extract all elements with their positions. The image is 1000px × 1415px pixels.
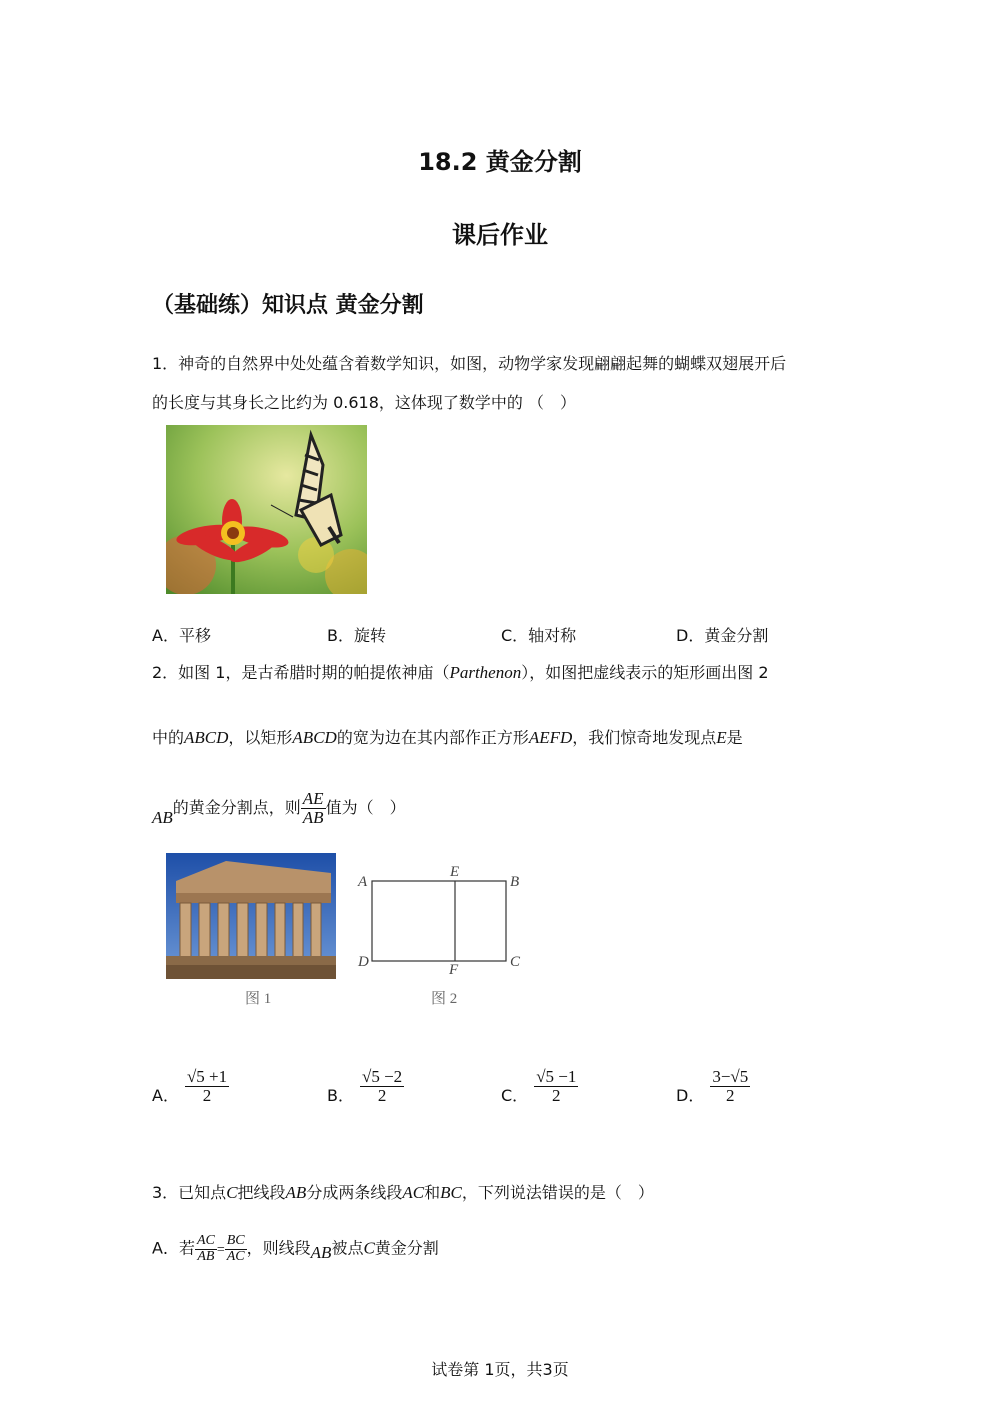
option-fraction <box>360 1068 404 1105</box>
q2-text: 的宽为边在其内部作正方形 <box>336 728 529 747</box>
point-d-label: D <box>358 954 369 970</box>
point-b-label: B <box>510 874 520 890</box>
q2-line1 <box>152 660 769 683</box>
q3-math: AB <box>285 1183 307 1202</box>
q3-text: ，则线段 <box>246 1238 311 1258</box>
q3-math: C <box>226 1183 238 1202</box>
fraction-denominator: 2 <box>726 1085 735 1105</box>
q3-text: 3．已知点 <box>152 1183 227 1202</box>
q3-math: BC <box>440 1183 462 1202</box>
fraction-numerator: √5 −2 <box>361 1067 403 1086</box>
fraction <box>195 1234 217 1264</box>
fraction-numerator: BC <box>226 1233 245 1248</box>
q3-stem <box>152 1180 654 1203</box>
q2-option-d[interactable] <box>676 1067 750 1115</box>
q3-text: A．若 <box>152 1238 195 1258</box>
q1-option-d[interactable]: D．黄金分割 <box>676 626 769 645</box>
q1-option-b[interactable]: B．旋转 <box>327 626 386 645</box>
q2-math: AB <box>152 807 173 827</box>
q3-text: ，下列说法错误的是（ ） <box>461 1183 654 1202</box>
fraction-denominator: AC <box>226 1248 245 1264</box>
q3-math: AC <box>402 1183 425 1202</box>
q2-text: 2．如图 1，是古希腊时期的帕提侬神庙（ <box>152 663 450 682</box>
fraction-numerator: √5 −1 <box>536 1067 577 1086</box>
q3-text: 和 <box>424 1183 441 1202</box>
fraction-denominator: AB <box>197 1248 215 1264</box>
fraction-denominator: 2 <box>377 1085 387 1105</box>
q2-option-b[interactable] <box>327 1067 404 1115</box>
figure-1-caption: 图 1 <box>245 991 272 1007</box>
q2-line2 <box>152 725 743 748</box>
q1-option-c[interactable]: C．轴对称 <box>501 626 577 645</box>
parthenon-image <box>166 853 336 979</box>
page-title: 18.2 黄金分割 <box>418 148 582 176</box>
butterfly-image <box>166 425 367 594</box>
q3-text: 分成两条线段 <box>306 1183 403 1202</box>
option-fraction <box>534 1068 578 1105</box>
q2-math: Parthenon <box>449 663 522 682</box>
fraction <box>301 790 326 827</box>
option-letter: D． <box>676 1085 705 1105</box>
rectangle-diagram <box>355 862 530 982</box>
q2-text: 中的 <box>152 728 185 747</box>
equals-sign: = <box>216 1242 225 1258</box>
option-letter: A． <box>152 1085 179 1105</box>
q3-text: 把线段 <box>237 1183 286 1202</box>
point-c-label: C <box>510 954 521 970</box>
q2-text: ），如图把虚线表示的矩形画出图 2 <box>521 663 769 682</box>
point-a-label: A <box>358 874 368 890</box>
fraction-numerator: 3−√5 <box>712 1067 749 1086</box>
fraction-numerator: AC <box>196 1233 215 1248</box>
fraction-denominator: 2 <box>552 1085 561 1105</box>
option-fraction <box>710 1068 750 1105</box>
figure-2-caption: 图 2 <box>431 991 458 1007</box>
q2-math: ABCD <box>184 728 229 747</box>
fraction-numerator: AE <box>302 789 324 808</box>
q3-text: 被点 <box>331 1238 364 1258</box>
page-footer: 试卷第 1页，共3页 <box>431 1360 569 1379</box>
q1-option-a[interactable]: A．平移 <box>152 626 211 645</box>
q3-math: AB <box>310 1242 332 1262</box>
q3-text: 黄金分割 <box>374 1238 439 1258</box>
q3-math: C <box>363 1238 375 1258</box>
point-f-label: F <box>449 962 459 978</box>
q2-math: E <box>716 728 727 747</box>
q2-text: ，我们惊奇地发现点 <box>572 728 717 747</box>
page-subtitle: 课后作业 <box>452 221 548 249</box>
q2-math: AEFD <box>528 728 573 747</box>
q2-text: ，以矩形 <box>228 728 293 747</box>
point-e-label: E <box>450 864 460 880</box>
q2-option-c[interactable] <box>501 1067 578 1115</box>
q1-line2: 的长度与其身长之比约为 0.618，这体现了数学中的 （ ） <box>152 393 576 412</box>
q2-text: 是 <box>726 728 743 747</box>
q2-text: 值为（ ） <box>325 797 406 817</box>
option-letter: B． <box>327 1085 354 1105</box>
q2-text: 的黄金分割点，则 <box>172 797 301 817</box>
option-fraction <box>185 1068 229 1105</box>
fraction-denominator: AB <box>302 807 324 827</box>
fraction-numerator: √5 +1 <box>186 1067 228 1086</box>
option-letter: C． <box>501 1085 529 1105</box>
q2-math: ABCD <box>292 728 337 747</box>
q3-option-a[interactable] <box>152 1234 439 1264</box>
fraction-denominator: 2 <box>202 1085 212 1105</box>
fraction <box>225 1234 247 1264</box>
q2-option-a[interactable] <box>152 1067 229 1115</box>
section-heading: （基础练）知识点 黄金分割 <box>152 293 424 318</box>
q2-line3 <box>152 790 406 827</box>
q1-line1: 1．神奇的自然界中处处蕴含着数学知识，如图，动物学家发现翩翩起舞的蝴蝶双翅展开后 <box>152 354 787 373</box>
